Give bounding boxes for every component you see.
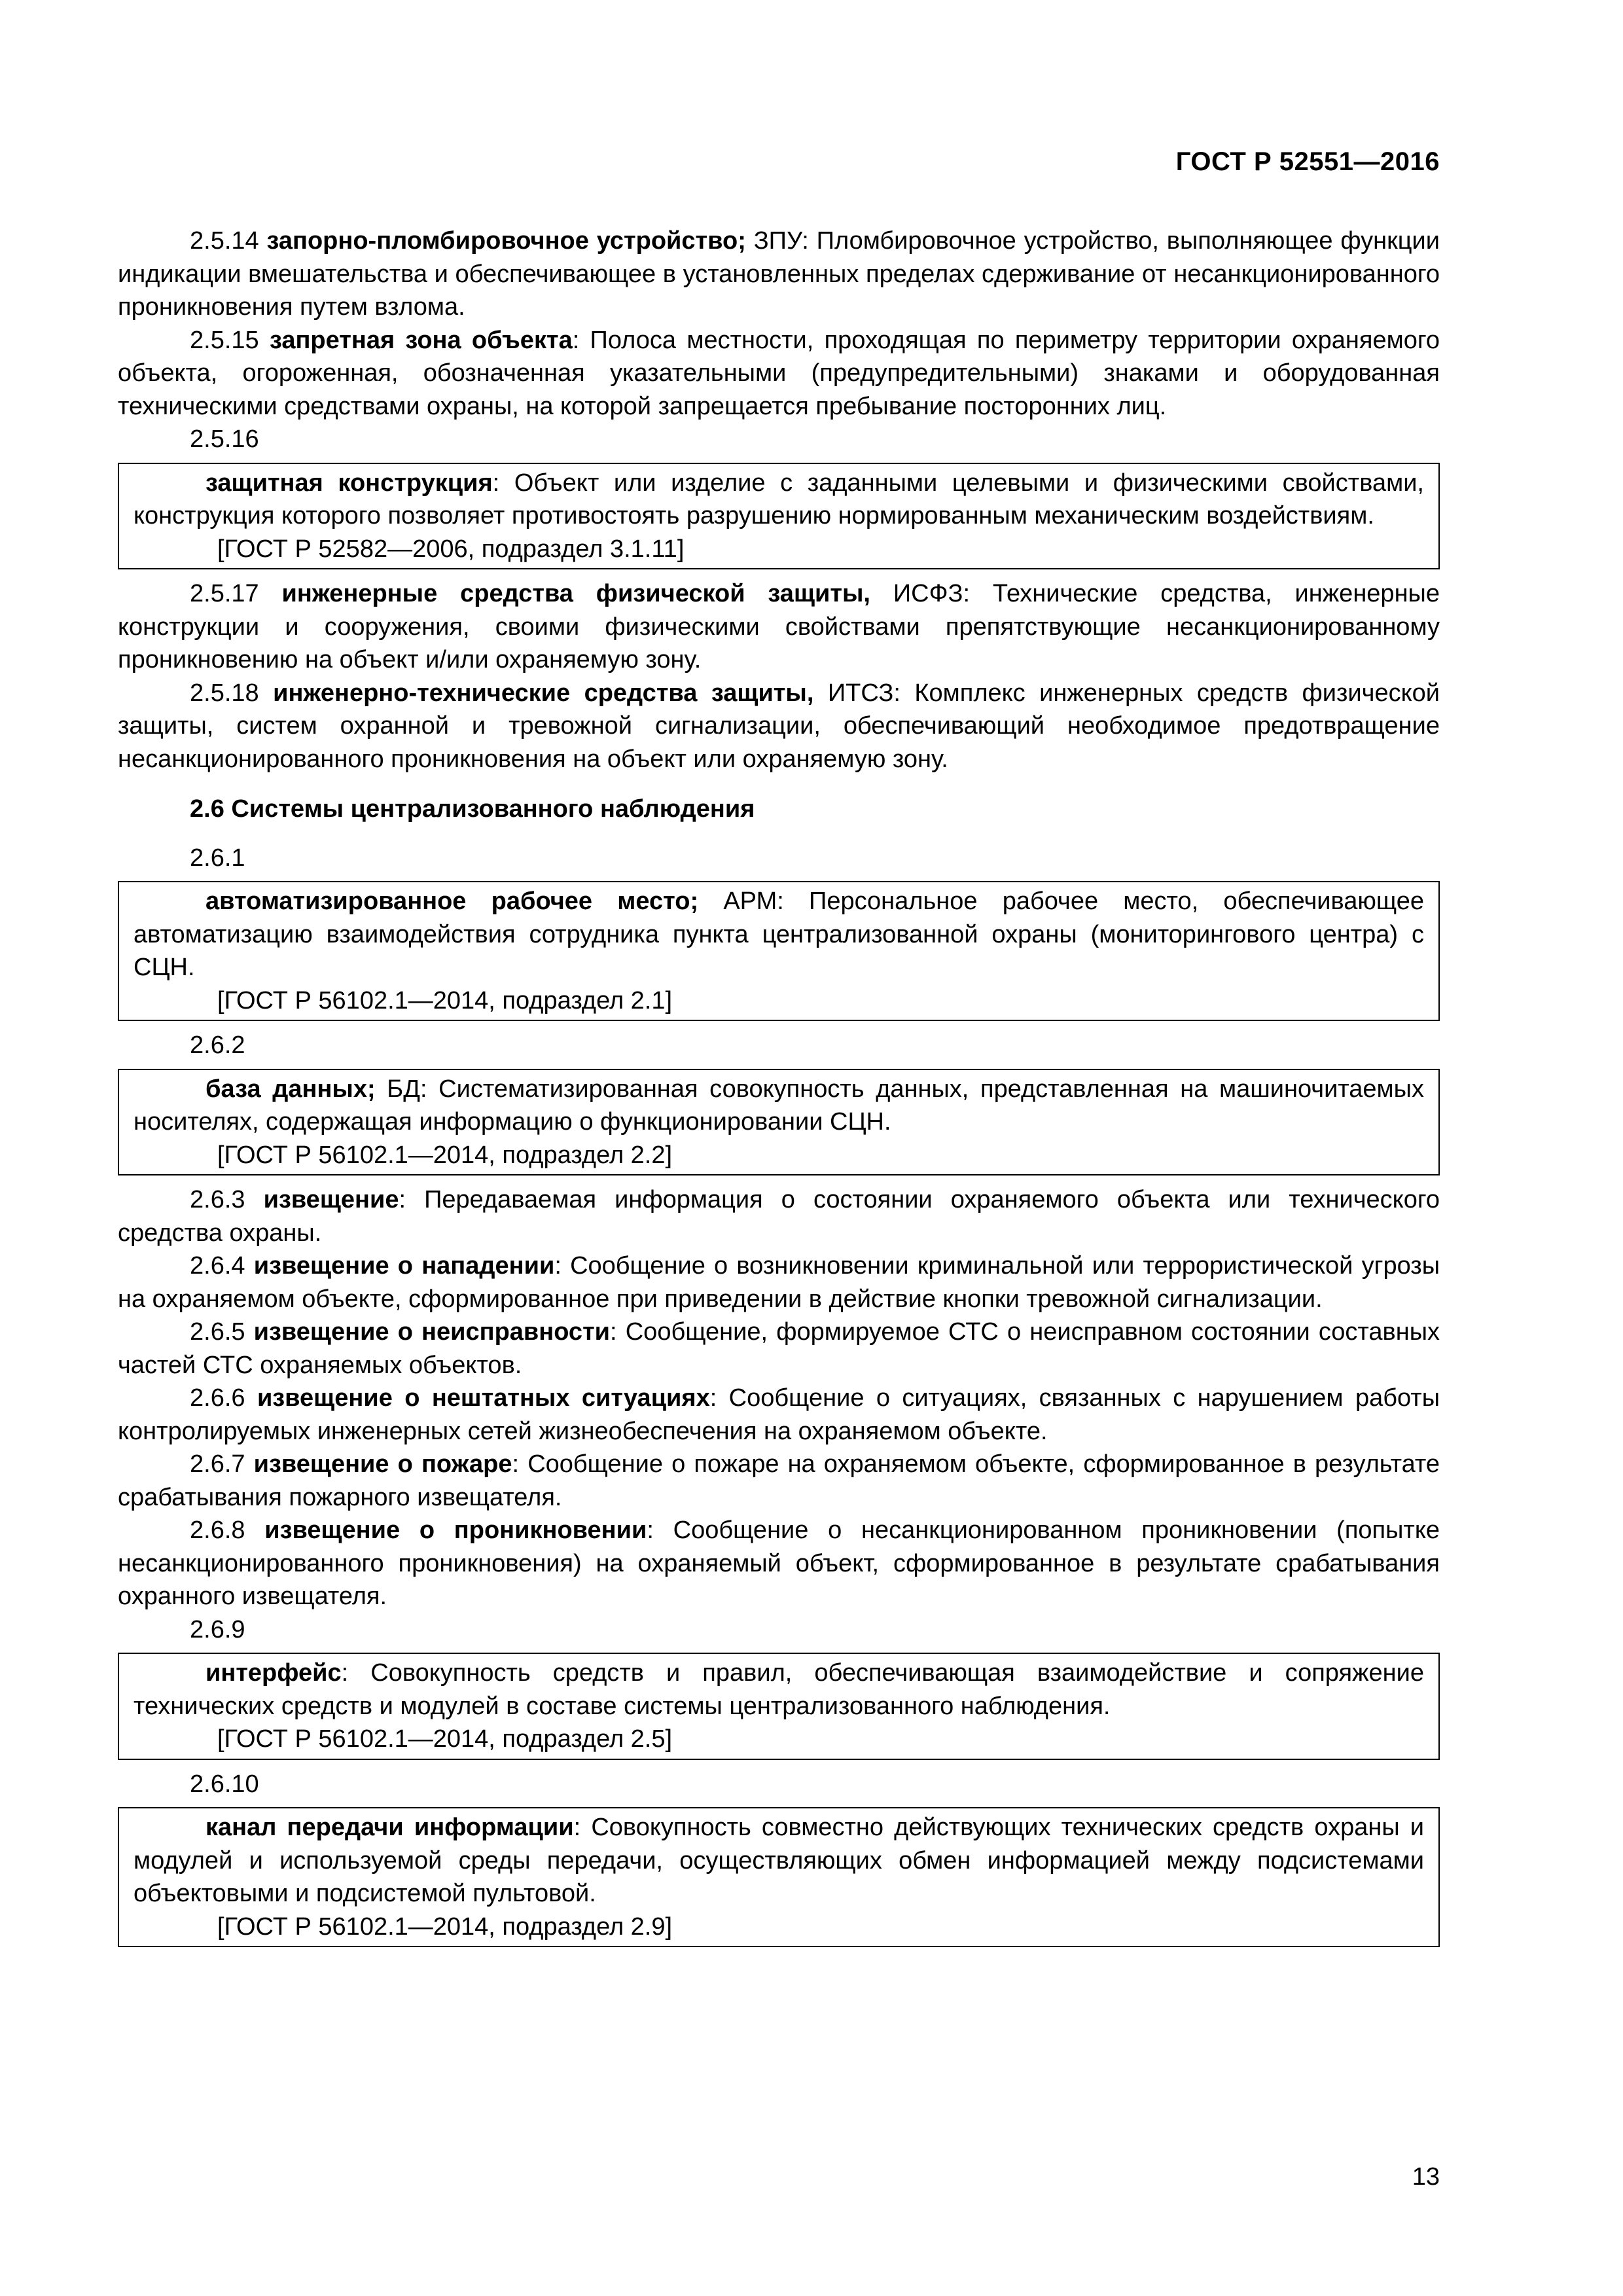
clause-term: инженерные средства физической защиты, <box>281 580 870 607</box>
document-page <box>118 0 1440 2296</box>
definition-source: [ГОСТ Р 56102.1—2014, подраздел 2.1] <box>217 986 673 1014</box>
clause-text: : Полоса местности, проходящая по периметру территории охраняемого объекта, огороженная, обозначенная указательными (предупредительными) знаками и оборудованная техническими средствами охраны, на которой запрещается пребывание посторонних лиц. <box>118 326 1440 420</box>
document-body <box>118 224 1440 1955</box>
definition-box-2-6-10 <box>118 1807 1440 1947</box>
clause-text: : Сообщение о возникновении криминальной или террористической угрозы на охраняемом объекте, сформированное при приведении в действие кнопки тревожной сигнализации. <box>118 1252 1440 1313</box>
clause-term: защитная конструкция <box>205 469 493 497</box>
clause-term: запорно-пломбировочное устройство; <box>266 227 746 255</box>
clause-text: АРМ: Персональное рабочее место, обеспечивающее автоматизацию взаимодействия сотрудника пункта централизованной охраны (мониторингового центра) с СЦН. <box>134 888 1425 981</box>
clause-number: 2.6.3 <box>190 1186 245 1213</box>
clause-number-2-6-10: 2.6.10 <box>190 1770 259 1798</box>
clause-2-5-14 <box>118 224 1440 324</box>
clause-text: : Сообщение о ситуациях, связанных с нарушением работы контролируемых инженерных сетей жизнеобеспечения на охраняемом объекте. <box>118 1384 1440 1445</box>
definition-text <box>134 885 1424 984</box>
clause-text: : Объект или изделие с заданными целевыми и физическими свойствами, конструкция которого позволяет противостоять разрушению нормированным механическим воздействиям. <box>134 469 1424 529</box>
clause-term: извещение о пожаре <box>253 1450 512 1478</box>
definition-box-2-5-16 <box>118 463 1440 570</box>
definition-source: [ГОСТ Р 52582—2006, подраздел 3.1.11] <box>217 535 685 563</box>
clause-2-6-3 <box>118 1183 1440 1249</box>
clause-2-5-15 <box>118 324 1440 423</box>
section-heading-2-6: 2.6 Системы централизованного наблюдения <box>190 795 755 823</box>
clause-number: 2.5.17 <box>190 580 259 607</box>
clause-term: извещение о проникновении <box>264 1516 647 1544</box>
clause-2-5-18 <box>118 677 1440 776</box>
clause-2-6-5 <box>118 1316 1440 1382</box>
clause-number-2-6-9: 2.6.9 <box>190 1615 245 1643</box>
clause-number: 2.6.6 <box>190 1384 245 1412</box>
clause-number: 2.6.4 <box>190 1252 245 1280</box>
clause-term: извещение о нештатных ситуациях <box>257 1384 710 1412</box>
definition-source: [ГОСТ Р 56102.1—2014, подраздел 2.5] <box>217 1725 673 1753</box>
clause-2-6-7 <box>118 1448 1440 1514</box>
clause-term: база данных; <box>205 1075 376 1103</box>
clause-number: 2.6.5 <box>190 1318 245 1346</box>
clause-number-2-5-16: 2.5.16 <box>190 425 259 453</box>
clause-text: ЗПУ: Пломбировочное устройство, выполняющее функции индикации вмешательства и обеспечивающее в установленных пределах сдерживание от несанкционированного проникновения путем взлома. <box>118 227 1440 321</box>
definition-box-2-6-1 <box>118 881 1440 1021</box>
clause-term: канал передачи информации <box>205 1814 574 1841</box>
clause-number: 2.6.8 <box>190 1516 245 1544</box>
clause-text: БД: Систематизированная совокупность данных, представленная на машиночитаемых носителях, содержащая информацию о функционировании СЦН. <box>134 1075 1424 1136</box>
definition-source: [ГОСТ Р 56102.1—2014, подраздел 2.2] <box>217 1141 673 1169</box>
clause-number: 2.5.18 <box>190 679 259 707</box>
clause-term: инженерно-технические средства защиты, <box>273 679 814 707</box>
clause-2-6-8 <box>118 1514 1440 1613</box>
clause-text: : Сообщение о несанкционированном проникновении (попытке несанкционированного проникновения) на охраняемый объект, сформированное в результате срабатывания охранного извещателя. <box>118 1516 1440 1610</box>
clause-number: 2.5.14 <box>190 227 259 255</box>
definition-text <box>134 1811 1424 1910</box>
clause-2-6-6 <box>118 1382 1440 1448</box>
definition-text <box>134 1657 1424 1723</box>
clause-text: ИТСЗ: Комплекс инженерных средств физической защиты, систем охранной и тревожной сигнализации, обеспечивающий необходимое предотвращение несанкционированного проникновения на объект или охраняемую зону. <box>118 679 1440 773</box>
definition-text <box>134 467 1424 533</box>
clause-text: : Передаваемая информация о состоянии охраняемого объекта или технического средства охраны. <box>118 1186 1440 1247</box>
clause-term: извещение <box>263 1186 399 1213</box>
clause-term: интерфейс <box>205 1659 342 1687</box>
clause-2-6-4 <box>118 1249 1440 1316</box>
document-header: ГОСТ Р 52551—2016 <box>1175 147 1440 176</box>
clause-term: автоматизированное рабочее место; <box>205 888 699 915</box>
clause-term: извещение о неисправности <box>253 1318 611 1346</box>
clause-text: ИСФЗ: Технические средства, инженерные конструкции и сооружения, своими физическими свойствами препятствующие несанкционированному проникновению на объект и/или охраняемую зону. <box>118 580 1440 673</box>
clause-number-2-6-2: 2.6.2 <box>190 1031 245 1059</box>
definition-source: [ГОСТ Р 56102.1—2014, подраздел 2.9] <box>217 1912 673 1941</box>
clause-text: : Совокупность средств и правил, обеспечивающая взаимодействие и сопряжение технических средств и модулей в составе системы централизованного наблюдения. <box>134 1659 1424 1720</box>
clause-text: : Совокупность совместно действующих технических средств охраны и модулей и используемой среды передачи, осуществляющих обмен информацией между подсистемами объектовыми и подсистемой пультовой. <box>134 1814 1425 1907</box>
clause-number: 2.6.7 <box>190 1450 245 1478</box>
clause-text: : Сообщение, формируемое СТС о неисправном состоянии составных частей СТС охраняемых объектов. <box>118 1318 1440 1379</box>
clause-number-2-6-1: 2.6.1 <box>190 844 245 872</box>
clause-term: запретная зона объекта <box>269 326 573 354</box>
definition-text <box>134 1073 1424 1139</box>
clause-term: извещение о нападении <box>253 1252 555 1280</box>
clause-text: : Сообщение о пожаре на охраняемом объекте, сформированное в результате срабатывания пожарного извещателя. <box>118 1450 1440 1511</box>
definition-box-2-6-2 <box>118 1069 1440 1176</box>
definition-box-2-6-9 <box>118 1653 1440 1760</box>
clause-number: 2.5.15 <box>190 326 259 354</box>
clause-2-5-17 <box>118 577 1440 677</box>
page-number: 13 <box>1412 2163 1440 2191</box>
